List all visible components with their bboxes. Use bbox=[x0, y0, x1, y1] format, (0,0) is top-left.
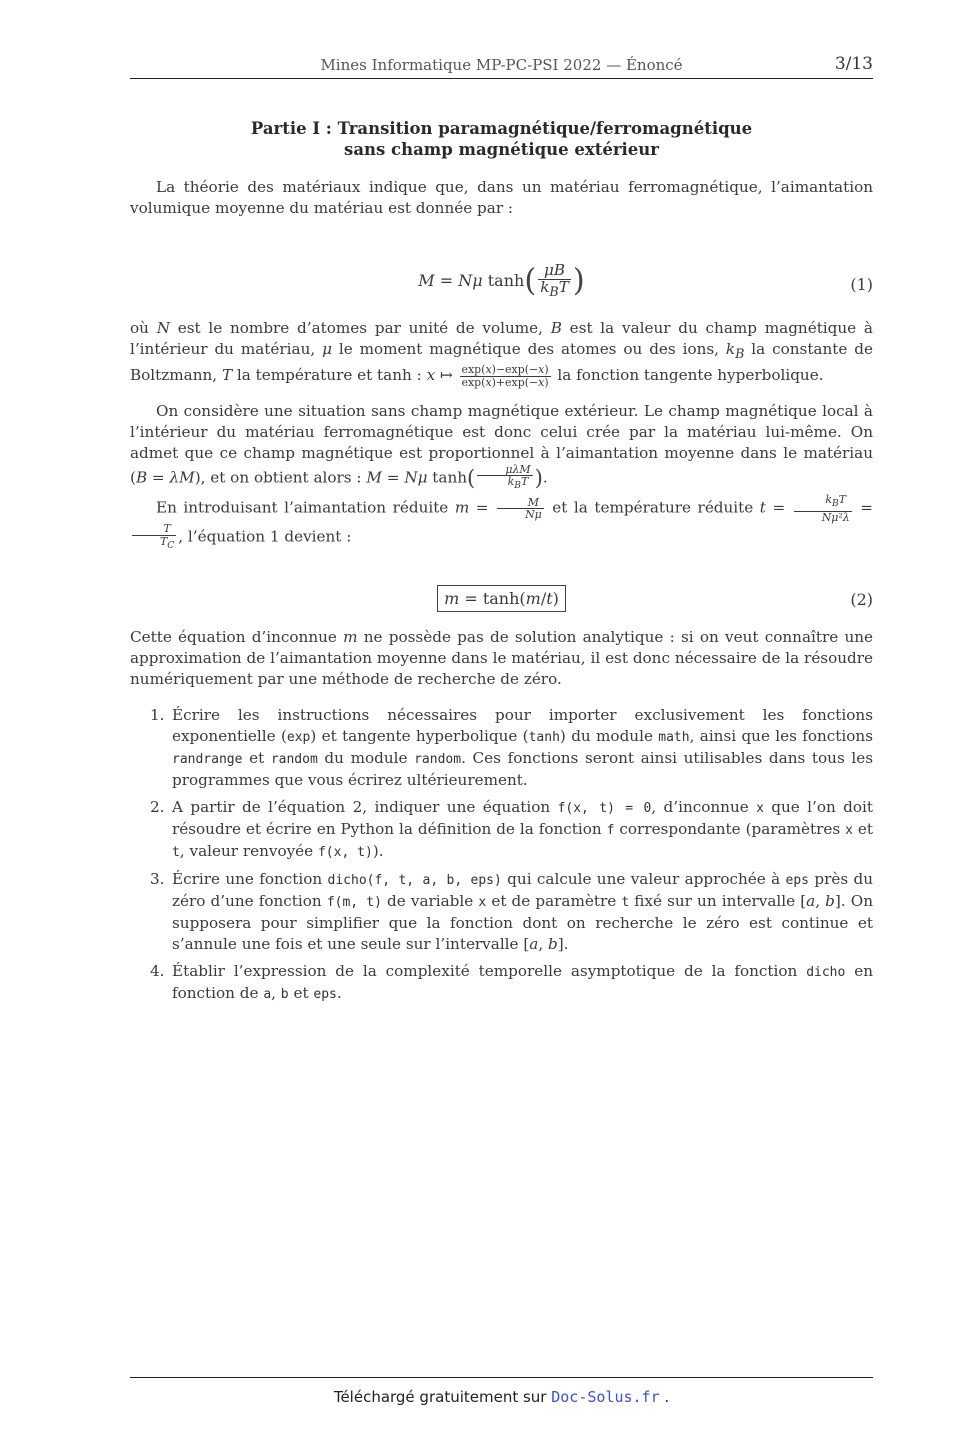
situation-paragraph: On considère une situation sans champ magnétique extérieur. Le champ magnétique local à l’intérieur du matériau ferromagnétique est donc celui crée par la matériau lui-même. On admet que ce champ magnétique est proportionnel à l’aimantation moyenne dans le matériau (B = λM), et on obtient alors : M = Nμ tanh( $\frac{\text{μλM}}{k_BT}$ ). bbox=[130, 402, 873, 492]
questions-list bbox=[130, 705, 873, 1011]
footer-text: Téléchargé gratuitement sur bbox=[333, 1388, 552, 1406]
document-page bbox=[130, 0, 873, 1441]
equation-2-number: (2) bbox=[850, 590, 873, 609]
header-rule bbox=[130, 78, 873, 79]
question-item: 1. Écrire les instructions nécessaires pour importer exclusivement les fonctions exponentielle (exp) et tangente hyperbolique (tanh) du module math, ainsi que les fonctions randrange et random du module random. Ces fonctions seront ainsi utilisables dans tous les programmes que vous écrirez ultérieurement. bbox=[150, 706, 874, 789]
equation-1 bbox=[130, 263, 873, 303]
equation-2-body: m = tanh(m/t) bbox=[130, 585, 873, 612]
question-item: 2. A partir de l’équation 2, indiquer une équation f(x, t) = 0, d’inconnue x que l’on doit résoudre et écrire en Python la définition de la fonction f correspondante (paramètres x et t, valeur renvoyée f(x, t)). bbox=[150, 798, 873, 860]
definitions-paragraph: où N est le nombre d’atomes par unité de volume, B est la valeur du champ magnétique à l’intérieur du matériau, μ le moment magnétique des atomes ou des ions, $k_B$ la constante de Boltzmann, T la température et tanh : x ↦ $\frac{\exp(x)-\exp(-x)}{\exp(x)+\exp(-x)}$ la fonction tangente hyperbolique. bbox=[130, 319, 873, 389]
equation-2 bbox=[130, 585, 873, 625]
intro-paragraph: La théorie des matériaux indique que, dans un matériau ferromagnétique, l’aimantation volumique moyenne du matériau est donnée par : bbox=[130, 178, 873, 217]
equation-1-number: (1) bbox=[850, 275, 873, 294]
conclusion-paragraph: Cette équation d’inconnue m ne possède pas de solution analytique : si on veut connaître une approximation de l’aimantation moyenne dans le matériau, il est donc nécessaire de la résoudre numériquement par une méthode de recherche de zéro. bbox=[130, 628, 873, 688]
page-header bbox=[130, 56, 873, 76]
section-title-line1: Partie I : Transition paramagnétique/ferromagnétique bbox=[250, 119, 753, 138]
header-title: Mines Informatique MP-PC-PSI 2022 — Énoncé bbox=[320, 56, 683, 74]
doc-solus-link[interactable]: Doc-Solus.fr bbox=[551, 1388, 660, 1406]
footer-rule bbox=[130, 1377, 873, 1378]
section-title bbox=[130, 118, 873, 160]
question-item: 3. Écrire une fonction dicho(f, t, a, b, eps) qui calcule une valeur approchée à eps près du zéro d’une fonction f(m, t) de variable x et de paramètre t fixé sur un intervalle [a, b]. On supposera pour simplifier que la fonction dont on recherche le zéro est continue et s’annule une fois et une seule sur l’intervalle [a, b]. bbox=[150, 870, 873, 953]
question-item: 4. Établir l’expression de la complexité temporelle asymptotique de la fonction dicho en fonction de a, b et eps. bbox=[150, 962, 873, 1002]
reduced-variables-paragraph: En introduisant l’aimantation réduite m = $\frac{M}{N\mu}$ et la température réduite t = $\frac{k_BT}{\text{Nμ²λ}}$ = $\frac{T}{T_C}$ , l’équation 1 devient : bbox=[130, 494, 873, 552]
section-title-line2: sans champ magnétique extérieur bbox=[344, 140, 659, 159]
page-footer: Téléchargé gratuitement sur Doc-Solus.fr . bbox=[333, 1388, 670, 1406]
page-number: 3/13 bbox=[834, 54, 873, 74]
equation-1-body: M = Nμ tanh( $\frac{\mu B}{k_BT}$ ) bbox=[418, 261, 585, 299]
